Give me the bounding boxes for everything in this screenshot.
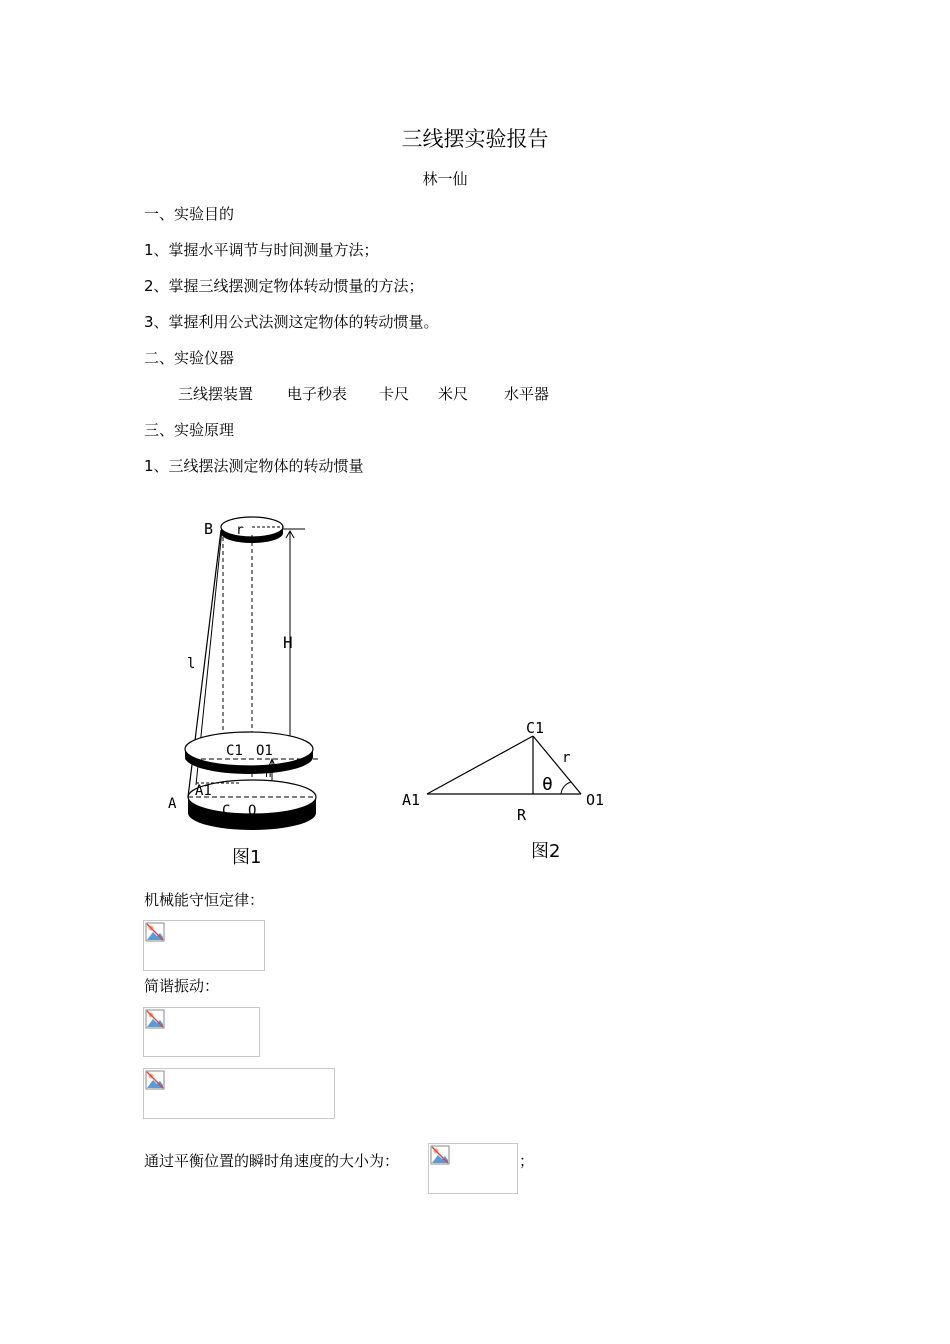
instrument-item: 卡尺 [379, 385, 410, 403]
instrument-item: 米尺 [438, 385, 469, 403]
side-A1-C1 [427, 736, 533, 794]
section-heading-instruments: 二、实验仪器 [144, 349, 235, 367]
formula-image-shm-2 [143, 1068, 335, 1119]
broken-image-icon [430, 1145, 450, 1165]
purpose-item-1: 1、掌握水平调节与时间测量方法； [144, 241, 379, 259]
figure-1-caption: 图1 [232, 847, 262, 868]
label-theta: θ [542, 774, 553, 795]
instrument-item: 电子秒表 [287, 385, 348, 403]
lower-disc-raised [185, 732, 313, 766]
label-C1: C1 [226, 743, 243, 759]
energy-conservation-label: 机械能守恒定律： [144, 891, 265, 909]
author-name: 林一仙 [422, 170, 468, 188]
label-r: r [236, 523, 244, 538]
instrument-item: 三线摆装置 [178, 385, 254, 403]
shm-label: 简谐振动： [144, 977, 220, 995]
label-O1: O1 [256, 743, 273, 759]
label-O1: O1 [586, 791, 605, 809]
label-A1: A1 [402, 791, 421, 809]
purpose-item-3: 3、掌握利用公式法测这定物体的转动惯量。 [144, 313, 439, 331]
side-C1-O1 [533, 736, 581, 794]
label-h: h [265, 767, 272, 780]
label-R: R [517, 806, 527, 824]
label-C1: C1 [526, 719, 545, 737]
label-l: l [187, 656, 196, 672]
figure-2-caption: 图2 [531, 841, 561, 862]
formula-image-energy [143, 920, 265, 971]
angle-arc [561, 782, 571, 794]
broken-image-icon [145, 1070, 165, 1090]
principle-subheading: 1、三线摆法测定物体的转动惯量 [144, 457, 364, 475]
instrument-list [178, 383, 549, 404]
label-A: A [168, 796, 177, 812]
formula-image-shm-1 [143, 1007, 260, 1057]
angular-velocity-suffix: ； [519, 1152, 535, 1170]
figure-2-triangle [395, 712, 615, 867]
purpose-item-2: 2、掌握三线摆测定物体转动惯量的方法； [144, 277, 424, 295]
label-C: C [222, 803, 231, 819]
broken-image-icon [145, 922, 165, 942]
angular-velocity-label: 通过平衡位置的瞬时角速度的大小为： [144, 1152, 400, 1170]
broken-image-icon [145, 1009, 165, 1029]
section-heading-principle: 三、实验原理 [144, 421, 235, 439]
label-O: O [248, 803, 257, 819]
label-r: r [562, 750, 571, 766]
section-heading-purpose: 一、实验目的 [144, 205, 235, 223]
formula-image-angular-velocity [428, 1143, 518, 1194]
label-B: B [204, 520, 214, 538]
page-title: 三线摆实验报告 [401, 127, 549, 151]
figure-1-trifilar-pendulum [160, 505, 340, 875]
label-A1: A1 [195, 783, 212, 799]
label-H: H [283, 633, 293, 652]
instrument-item: 水平器 [504, 385, 550, 403]
